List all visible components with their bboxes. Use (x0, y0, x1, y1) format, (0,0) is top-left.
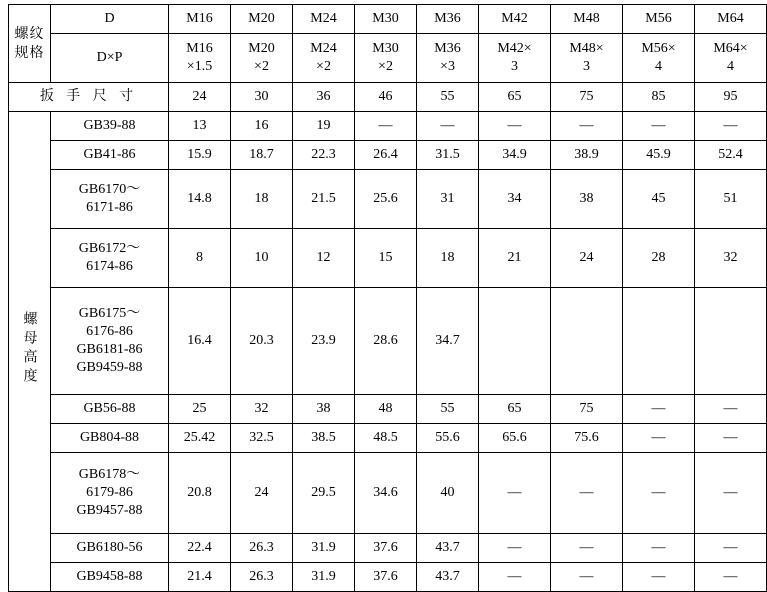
header-row-dp (9, 34, 767, 83)
cell-value: — (623, 395, 695, 424)
cell-value: — (695, 424, 767, 453)
cell-value: — (623, 112, 695, 141)
cell-value: 34.6 (355, 453, 417, 534)
cell-value: 65 (479, 395, 551, 424)
cell-value (479, 288, 551, 395)
cell-value: 16 (231, 112, 293, 141)
cell-value: 43.7 (417, 563, 479, 592)
cell-value: — (479, 453, 551, 534)
cell-value: 34 (479, 170, 551, 229)
cell-value: 55.6 (417, 424, 479, 453)
document-page (0, 4, 761, 585)
cell-value: 20.3 (231, 288, 293, 395)
cell-value: 31 (417, 170, 479, 229)
cell-value: 21.4 (169, 563, 231, 592)
table-row (9, 170, 767, 229)
cell-value: — (417, 112, 479, 141)
wrench-size-m16: 24 (169, 83, 231, 112)
cell-value: — (355, 112, 417, 141)
cell-value: 43.7 (417, 534, 479, 563)
standard-name: GB6180-56 (51, 534, 169, 563)
cell-value: — (551, 563, 623, 592)
cell-value: 37.6 (355, 563, 417, 592)
standard-name: GB804-88 (51, 424, 169, 453)
table-row (9, 395, 767, 424)
header-d-m48: M48 (551, 5, 623, 34)
cell-value: 16.4 (169, 288, 231, 395)
cell-value: 15 (355, 229, 417, 288)
header-cell-dp: D×P (51, 34, 169, 83)
header-d-m36: M36 (417, 5, 479, 34)
cell-value: 24 (231, 453, 293, 534)
cell-value: 48.5 (355, 424, 417, 453)
standard-name: GB6172～ 6174-86 (51, 229, 169, 288)
header-d-m20: M20 (231, 5, 293, 34)
cell-value: 23.9 (293, 288, 355, 395)
cell-value (551, 288, 623, 395)
cell-value (695, 288, 767, 395)
cell-value: 18.7 (231, 141, 293, 170)
header-cell-d: D (51, 5, 169, 34)
cell-value: 48 (355, 395, 417, 424)
wrench-size-m24: 36 (293, 83, 355, 112)
wrench-size-m48: 75 (551, 83, 623, 112)
standard-name: GB56-88 (51, 395, 169, 424)
wrench-size-m42: 65 (479, 83, 551, 112)
cell-value: 75 (551, 395, 623, 424)
cell-value: 13 (169, 112, 231, 141)
cell-value: 32 (695, 229, 767, 288)
cell-value: 26.3 (231, 534, 293, 563)
header-d-m30: M30 (355, 5, 417, 34)
cell-value: 21 (479, 229, 551, 288)
cell-value: 31.9 (293, 563, 355, 592)
table-row (9, 453, 767, 534)
wrench-size-m36: 55 (417, 83, 479, 112)
header-dp-m16: M16 ×1.5 (169, 34, 231, 83)
cell-value: 38 (293, 395, 355, 424)
table-row (9, 534, 767, 563)
cell-value: — (479, 534, 551, 563)
cell-value: — (695, 453, 767, 534)
cell-value: 28 (623, 229, 695, 288)
cell-value: — (695, 563, 767, 592)
header-d-m64: M64 (695, 5, 767, 34)
table-row (9, 424, 767, 453)
wrench-size-row (9, 83, 767, 112)
wrench-size-m56: 85 (623, 83, 695, 112)
cell-value: 31.9 (293, 534, 355, 563)
cell-value: 38 (551, 170, 623, 229)
cell-value: — (623, 453, 695, 534)
table-row (9, 141, 767, 170)
header-d-m24: M24 (293, 5, 355, 34)
cell-value: 32.5 (231, 424, 293, 453)
standard-name: GB39-88 (51, 112, 169, 141)
cell-value: 34.7 (417, 288, 479, 395)
cell-value: 26.4 (355, 141, 417, 170)
cell-value: 45 (623, 170, 695, 229)
cell-value: — (479, 563, 551, 592)
header-dp-m24: M24 ×2 (293, 34, 355, 83)
cell-value: 65.6 (479, 424, 551, 453)
thread-spec-label: 螺纹 规格 (9, 5, 51, 83)
header-d-m16: M16 (169, 5, 231, 34)
cell-value: 25.6 (355, 170, 417, 229)
header-d-m56: M56 (623, 5, 695, 34)
header-dp-m30: M30 ×2 (355, 34, 417, 83)
header-dp-m42: M42× 3 (479, 34, 551, 83)
cell-value: — (551, 534, 623, 563)
header-dp-m36: M36 ×3 (417, 34, 479, 83)
header-dp-m48: M48× 3 (551, 34, 623, 83)
cell-value: 55 (417, 395, 479, 424)
cell-value: 28.6 (355, 288, 417, 395)
cell-value: — (695, 534, 767, 563)
cell-value: — (623, 424, 695, 453)
cell-value: 10 (231, 229, 293, 288)
table-row (9, 229, 767, 288)
cell-value: 31.5 (417, 141, 479, 170)
cell-value: — (623, 534, 695, 563)
cell-value: 37.6 (355, 534, 417, 563)
cell-value: 15.9 (169, 141, 231, 170)
cell-value: 18 (417, 229, 479, 288)
cell-value: 8 (169, 229, 231, 288)
cell-value: 21.5 (293, 170, 355, 229)
cell-value: 14.8 (169, 170, 231, 229)
standard-name: GB6170～ 6171-86 (51, 170, 169, 229)
cell-value: 24 (551, 229, 623, 288)
cell-value: 38.5 (293, 424, 355, 453)
wrench-size-label: 扳 手 尺 寸 (9, 83, 169, 112)
cell-value: 51 (695, 170, 767, 229)
cell-value (623, 288, 695, 395)
cell-value: 32 (231, 395, 293, 424)
cell-value: 29.5 (293, 453, 355, 534)
cell-value: 75.6 (551, 424, 623, 453)
standard-name: GB41-86 (51, 141, 169, 170)
table-row (9, 112, 767, 141)
nut-height-label: 螺母高度 (9, 112, 51, 592)
cell-value: — (551, 112, 623, 141)
header-d-m42: M42 (479, 5, 551, 34)
cell-value: 52.4 (695, 141, 767, 170)
table-row (9, 563, 767, 592)
cell-value: 25.42 (169, 424, 231, 453)
header-row-d (9, 5, 767, 34)
wrench-size-m20: 30 (231, 83, 293, 112)
cell-value: 45.9 (623, 141, 695, 170)
cell-value: — (479, 112, 551, 141)
wrench-size-m64: 95 (695, 83, 767, 112)
cell-value: 25 (169, 395, 231, 424)
nut-specification-table (8, 4, 767, 592)
cell-value: — (695, 395, 767, 424)
cell-value: 19 (293, 112, 355, 141)
cell-value: 22.4 (169, 534, 231, 563)
cell-value: 26.3 (231, 563, 293, 592)
cell-value: 12 (293, 229, 355, 288)
cell-value: 20.8 (169, 453, 231, 534)
standard-name: GB6178～ 6179-86 GB9457-88 (51, 453, 169, 534)
header-dp-m20: M20 ×2 (231, 34, 293, 83)
standard-name: GB6175～ 6176-86 GB6181-86 GB9459-88 (51, 288, 169, 395)
cell-value: 34.9 (479, 141, 551, 170)
standard-name: GB9458-88 (51, 563, 169, 592)
table-row (9, 288, 767, 395)
cell-value: 40 (417, 453, 479, 534)
wrench-size-m30: 46 (355, 83, 417, 112)
cell-value: — (551, 453, 623, 534)
cell-value: 38.9 (551, 141, 623, 170)
header-dp-m64: M64× 4 (695, 34, 767, 83)
header-dp-m56: M56× 4 (623, 34, 695, 83)
cell-value: — (623, 563, 695, 592)
cell-value: — (695, 112, 767, 141)
cell-value: 22.3 (293, 141, 355, 170)
cell-value: 18 (231, 170, 293, 229)
